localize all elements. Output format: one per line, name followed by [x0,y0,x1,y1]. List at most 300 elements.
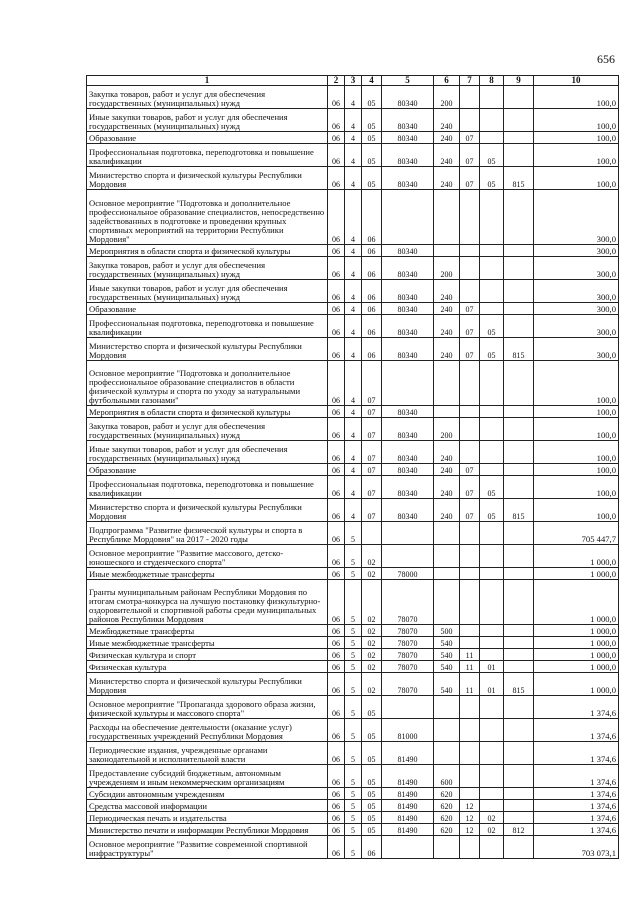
code-cell: 81490 [382,787,434,799]
code-cell: 07 [460,143,480,166]
code-cell [480,787,504,799]
code-cell [434,718,460,741]
code-cell [480,764,504,787]
table-row [87,257,619,280]
code-cell: 06 [328,361,345,406]
code-cell: 4 [345,463,362,475]
code-cell: 78070 [382,636,434,648]
code-cell: 80340 [382,143,434,166]
code-cell [460,695,480,718]
code-cell: 5 [345,787,362,799]
code-cell: 80340 [382,303,434,315]
code-cell: 11 [460,648,480,660]
code-cell [480,303,504,315]
code-cell [504,108,534,131]
code-cell: 06 [328,245,345,257]
code-cell: 620 [434,811,460,823]
code-cell: 4 [345,405,362,417]
code-cell: 02 [480,823,504,835]
table-row [87,695,619,718]
code-cell: 02 [362,544,382,567]
row-name-cell: Физическая культура и спорт [87,648,328,660]
code-cell [460,764,480,787]
code-cell: 812 [504,823,534,835]
code-cell: 06 [328,544,345,567]
code-cell [504,695,534,718]
table-row [87,544,619,567]
code-cell [434,361,460,406]
amount-cell: 1 374,6 [534,695,619,718]
amount-cell: 1 000,0 [534,567,619,579]
code-cell: 06 [328,418,345,441]
table-row [87,672,619,695]
code-cell [504,143,534,166]
code-cell: 02 [362,672,382,695]
table-row [87,648,619,660]
code-cell: 5 [345,521,362,544]
amount-cell: 705 447,7 [534,521,619,544]
code-cell [480,624,504,636]
amount-cell: 100,0 [534,108,619,131]
code-cell [504,463,534,475]
code-cell [504,315,534,338]
amount-cell: 300,0 [534,338,619,361]
code-cell: 06 [328,498,345,521]
code-cell: 07 [362,476,382,499]
code-cell: 5 [345,811,362,823]
code-cell: 07 [362,498,382,521]
amount-cell: 1 374,6 [534,764,619,787]
code-cell [434,741,460,764]
code-cell [504,189,534,245]
code-cell [480,567,504,579]
amount-cell: 1 000,0 [534,636,619,648]
code-cell: 07 [460,463,480,475]
code-cell: 240 [434,280,460,303]
code-cell: 06 [328,303,345,315]
code-cell: 06 [328,648,345,660]
code-cell [480,799,504,811]
code-cell: 5 [345,799,362,811]
code-cell: 06 [362,189,382,245]
code-cell: 06 [328,86,345,109]
code-cell: 07 [460,131,480,143]
code-cell [434,579,460,624]
code-cell: 07 [362,440,382,463]
code-cell: 07 [460,166,480,189]
table-row [87,835,619,858]
code-cell: 06 [328,835,345,858]
code-cell: 4 [345,476,362,499]
code-cell: 02 [362,660,382,672]
row-name-cell: Предоставление субсидий бюджетным, автономным учреждениям и иным некоммерческим организациям [87,764,328,787]
code-cell [480,544,504,567]
code-cell: 06 [328,636,345,648]
code-cell [480,636,504,648]
amount-cell: 1 000,0 [534,660,619,672]
code-cell [504,257,534,280]
code-cell: 81490 [382,823,434,835]
table-row [87,764,619,787]
code-cell: 80340 [382,280,434,303]
code-cell: 620 [434,823,460,835]
amount-cell: 1 000,0 [534,648,619,660]
code-cell: 81490 [382,741,434,764]
code-cell [480,280,504,303]
code-cell [480,418,504,441]
code-cell: 540 [434,636,460,648]
code-cell: 05 [362,695,382,718]
code-cell: 06 [328,567,345,579]
code-cell: 81490 [382,799,434,811]
code-cell [480,86,504,109]
code-cell: 06 [328,315,345,338]
table-row [87,476,619,499]
code-cell: 02 [362,567,382,579]
code-cell: 4 [345,315,362,338]
code-cell [362,521,382,544]
code-cell: 815 [504,672,534,695]
code-cell: 4 [345,498,362,521]
table-row [87,567,619,579]
code-cell [434,695,460,718]
code-cell: 4 [345,131,362,143]
code-cell [382,521,434,544]
code-cell: 05 [480,166,504,189]
code-cell: 815 [504,338,534,361]
table-row [87,636,619,648]
code-cell: 4 [345,361,362,406]
code-cell: 80340 [382,166,434,189]
code-cell [480,835,504,858]
amount-cell: 100,0 [534,463,619,475]
code-cell [460,108,480,131]
code-cell [434,405,460,417]
table-header-row [87,76,619,86]
code-cell: 06 [328,787,345,799]
code-cell [460,418,480,441]
code-cell [460,521,480,544]
code-cell: 5 [345,544,362,567]
amount-cell: 100,0 [534,143,619,166]
row-name-cell: Расходы на обеспечение деятельности (оказание услуг) государственных учреждений Республики Мордовия [87,718,328,741]
row-name-cell: Периодическая печать и издательства [87,811,328,823]
code-cell: 06 [362,280,382,303]
row-name-cell: Основное мероприятие "Развитие современной спортивной инфраструктуры" [87,835,328,858]
code-cell: 07 [362,418,382,441]
code-cell: 4 [345,166,362,189]
code-cell: 240 [434,131,460,143]
code-cell: 81490 [382,811,434,823]
code-cell: 06 [328,405,345,417]
code-cell [460,257,480,280]
row-name-cell: Закупка товаров, работ и услуг для обеспечения государственных (муниципальных) нужд [87,86,328,109]
code-cell: 06 [328,521,345,544]
table-row [87,811,619,823]
table-row [87,86,619,109]
page-number: 656 [597,52,615,66]
amount-cell: 1 000,0 [534,624,619,636]
amount-cell: 1 000,0 [534,672,619,695]
code-cell: 500 [434,624,460,636]
code-cell: 06 [362,303,382,315]
code-cell: 5 [345,695,362,718]
code-cell: 240 [434,498,460,521]
row-name-cell: Иные закупки товаров, работ и услуг для обеспечения государственных (муниципальных) нужд [87,108,328,131]
code-cell: 80340 [382,131,434,143]
code-cell: 78000 [382,567,434,579]
code-cell [504,131,534,143]
code-cell [460,245,480,257]
code-cell: 02 [362,648,382,660]
code-cell: 5 [345,648,362,660]
code-cell: 240 [434,338,460,361]
code-cell: 4 [345,108,362,131]
table-row [87,315,619,338]
table-row [87,303,619,315]
code-cell: 05 [480,315,504,338]
code-cell: 540 [434,660,460,672]
code-cell: 06 [328,338,345,361]
code-cell [460,579,480,624]
row-name-cell: Межбюджетные трансферты [87,624,328,636]
code-cell: 200 [434,86,460,109]
code-cell [504,648,534,660]
table-row [87,718,619,741]
code-cell: 07 [362,463,382,475]
code-cell: 06 [328,718,345,741]
code-cell [504,280,534,303]
code-cell: 06 [328,579,345,624]
code-cell: 240 [434,108,460,131]
code-cell: 05 [362,811,382,823]
code-cell: 5 [345,835,362,858]
table-row [87,280,619,303]
code-cell: 240 [434,476,460,499]
code-cell [480,718,504,741]
row-name-cell: Министерство спорта и физической культуры Республики Мордовия [87,672,328,695]
code-cell: 06 [362,257,382,280]
code-cell: 06 [328,108,345,131]
code-cell [480,131,504,143]
table-row [87,799,619,811]
code-cell: 06 [328,166,345,189]
code-cell [460,361,480,406]
table-row [87,405,619,417]
code-cell: 4 [345,245,362,257]
code-cell: 4 [345,280,362,303]
table-row [87,660,619,672]
code-cell: 05 [480,498,504,521]
amount-cell: 300,0 [534,189,619,245]
code-cell [460,86,480,109]
code-cell: 540 [434,672,460,695]
code-cell [480,108,504,131]
row-name-cell: Подпрограмма "Развитие физической культуры и спорта в Республике Мордовия" на 2017 - 2020 годы [87,521,328,544]
code-cell [434,567,460,579]
budget-table [86,75,619,859]
code-cell [504,718,534,741]
code-cell [480,257,504,280]
code-cell [504,521,534,544]
table-row [87,440,619,463]
code-cell: 12 [460,799,480,811]
amount-cell: 100,0 [534,418,619,441]
code-cell: 02 [480,811,504,823]
code-cell: 05 [362,108,382,131]
code-cell [382,189,434,245]
table-row [87,189,619,245]
code-cell [382,835,434,858]
code-cell: 80340 [382,463,434,475]
row-name-cell: Министерство спорта и физической культуры Республики Мордовия [87,498,328,521]
code-cell: 240 [434,315,460,338]
row-name-cell: Основное мероприятие "Подготовка и дополнительное профессиональное образование специалистов в области физической культуры и спорта по уходу за натуральными футбольными газонами" [87,361,328,406]
row-name-cell: Профессиональная подготовка, переподготовка и повышение квалификации [87,315,328,338]
code-cell [504,579,534,624]
code-cell [504,440,534,463]
code-cell [460,624,480,636]
code-cell [382,361,434,406]
code-cell [504,567,534,579]
code-cell: 78070 [382,648,434,660]
code-cell: 620 [434,787,460,799]
code-cell [434,245,460,257]
row-name-cell: Образование [87,463,328,475]
code-cell: 06 [328,741,345,764]
amount-cell: 1 000,0 [534,544,619,567]
row-name-cell: Физическая культура [87,660,328,672]
code-cell: 07 [460,303,480,315]
code-cell [480,405,504,417]
code-cell: 200 [434,418,460,441]
code-cell: 240 [434,463,460,475]
code-cell: 07 [460,498,480,521]
code-cell: 78070 [382,672,434,695]
code-cell [504,405,534,417]
code-cell: 4 [345,303,362,315]
row-name-cell: Образование [87,131,328,143]
code-cell: 01 [480,672,504,695]
code-cell: 12 [460,811,480,823]
code-cell [504,636,534,648]
column-header: 5 [382,76,434,86]
code-cell [504,476,534,499]
code-cell: 5 [345,636,362,648]
row-name-cell: Профессиональная подготовка, переподготовка и повышение квалификации [87,476,328,499]
code-cell: 05 [362,787,382,799]
code-cell [504,361,534,406]
amount-cell: 100,0 [534,476,619,499]
row-name-cell: Основное мероприятие "Пропаганда здорового образа жизни, физической культуры и массового спорта" [87,695,328,718]
code-cell: 02 [362,579,382,624]
code-cell: 80340 [382,338,434,361]
table-row [87,521,619,544]
code-cell [460,636,480,648]
code-cell [504,787,534,799]
code-cell [480,648,504,660]
code-cell: 05 [362,799,382,811]
column-header: 1 [87,76,328,86]
code-cell: 06 [328,695,345,718]
column-header: 9 [504,76,534,86]
code-cell: 06 [362,315,382,338]
code-cell [460,787,480,799]
code-cell: 80340 [382,245,434,257]
code-cell: 240 [434,440,460,463]
code-cell: 05 [362,718,382,741]
row-name-cell: Министерство спорта и физической культуры Республики Мордовия [87,338,328,361]
code-cell: 06 [362,835,382,858]
code-cell: 80340 [382,440,434,463]
code-cell: 06 [328,660,345,672]
code-cell: 05 [480,476,504,499]
code-cell: 240 [434,143,460,166]
code-cell: 4 [345,189,362,245]
amount-cell: 300,0 [534,280,619,303]
code-cell: 05 [480,338,504,361]
code-cell [480,361,504,406]
amount-cell: 300,0 [534,303,619,315]
code-cell [504,544,534,567]
row-name-cell: Субсидии автономным учреждениям [87,787,328,799]
table-row [87,787,619,799]
code-cell: 81000 [382,718,434,741]
row-name-cell: Профессиональная подготовка, переподготовка и повышение квалификации [87,143,328,166]
code-cell: 5 [345,718,362,741]
table-row [87,579,619,624]
row-name-cell: Иные закупки товаров, работ и услуг для обеспечения государственных (муниципальных) нужд [87,280,328,303]
amount-cell: 1 000,0 [534,579,619,624]
code-cell: 05 [480,143,504,166]
table-row [87,741,619,764]
column-header: 4 [362,76,382,86]
code-cell [504,811,534,823]
code-cell: 05 [362,143,382,166]
code-cell: 07 [362,361,382,406]
code-cell: 06 [328,257,345,280]
code-cell: 5 [345,660,362,672]
row-name-cell: Основное мероприятие "Подготовка и дополнительное профессиональное образование специалистов, непосредственно задействованных в подготовке и проведении крупных спортивных мероприятий на территории Республики Мордовия" [87,189,328,245]
code-cell: 80340 [382,315,434,338]
code-cell: 78070 [382,624,434,636]
code-cell: 5 [345,764,362,787]
table-row [87,361,619,406]
code-cell [480,521,504,544]
code-cell [504,799,534,811]
code-cell: 05 [362,86,382,109]
row-name-cell: Основное мероприятие "Развитие массового, детско-юношеского и студенческого спорта" [87,544,328,567]
code-cell: 4 [345,440,362,463]
code-cell [480,189,504,245]
code-cell: 80340 [382,86,434,109]
code-cell: 06 [328,143,345,166]
code-cell [480,245,504,257]
code-cell [382,544,434,567]
code-cell: 4 [345,418,362,441]
row-name-cell: Мероприятия в области спорта и физической культуры [87,245,328,257]
amount-cell: 100,0 [534,405,619,417]
code-cell: 78070 [382,660,434,672]
code-cell: 5 [345,741,362,764]
column-header: 10 [534,76,619,86]
row-name-cell: Образование [87,303,328,315]
code-cell: 06 [328,131,345,143]
code-cell: 4 [345,338,362,361]
code-cell: 5 [345,579,362,624]
row-name-cell: Закупка товаров, работ и услуг для обеспечения государственных (муниципальных) нужд [87,418,328,441]
code-cell: 5 [345,672,362,695]
